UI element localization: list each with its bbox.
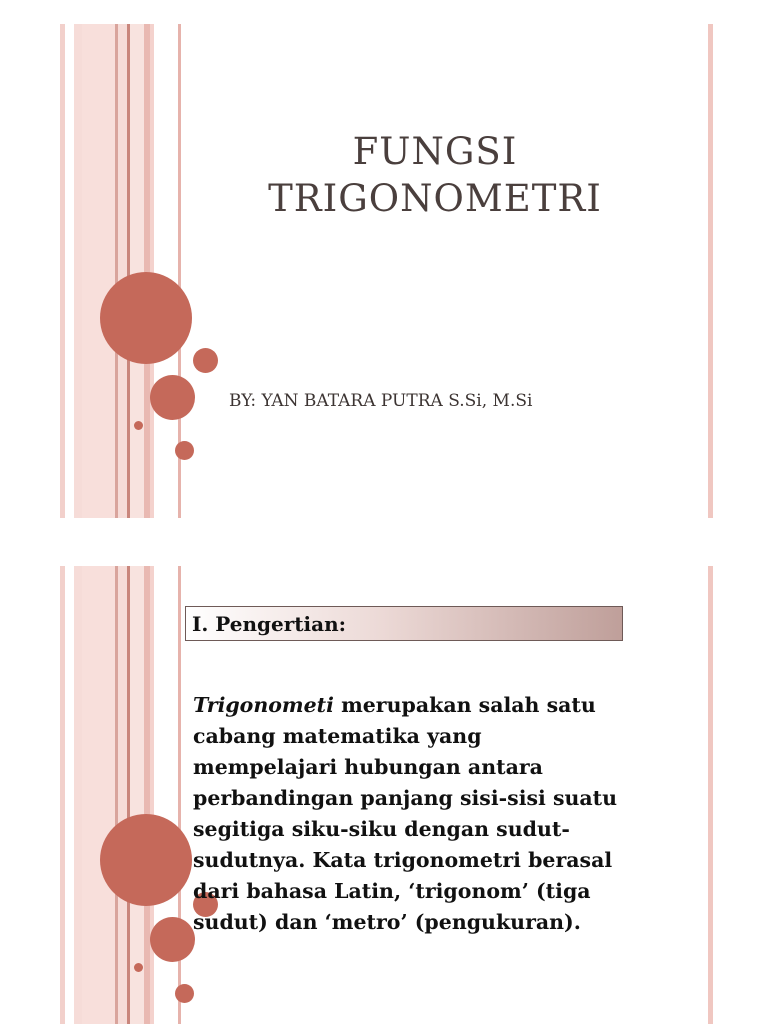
decorative-circle-tiny bbox=[134, 421, 143, 430]
definition-paragraph bbox=[193, 690, 693, 938]
paragraph-line: cabang matematika yang bbox=[193, 724, 482, 748]
line-text: merupakan salah satu bbox=[333, 693, 596, 717]
title-line: FUNGSI bbox=[352, 130, 518, 173]
title-slide bbox=[0, 24, 768, 518]
decorative-stripe bbox=[82, 24, 115, 518]
decorative-stripe bbox=[118, 24, 127, 518]
decorative-stripe bbox=[74, 566, 82, 1024]
paragraph-line: mempelajari hubungan antara bbox=[193, 755, 543, 779]
decorative-stripe bbox=[60, 566, 65, 1024]
decorative-stripe bbox=[82, 566, 115, 1024]
decorative-circle-tiny bbox=[134, 963, 143, 972]
decorative-circle-large bbox=[100, 814, 192, 906]
decorative-stripe-right bbox=[708, 24, 713, 518]
decorative-circle-small bbox=[175, 984, 194, 1003]
decorative-stripe-right bbox=[708, 566, 713, 1024]
slide-title bbox=[200, 128, 670, 222]
paragraph-line: sudut) dan ‘metro’ (pengukuran). bbox=[193, 910, 581, 934]
decorative-circle-small bbox=[175, 441, 194, 460]
author-byline: BY: YAN BATARA PUTRA S.Si, M.Si bbox=[229, 391, 533, 411]
title-line: TRIGONOMETRI bbox=[268, 177, 602, 220]
paragraph-line: segitiga siku-siku dengan sudut- bbox=[193, 817, 570, 841]
decorative-circle-small bbox=[193, 348, 218, 373]
decorative-circle-large bbox=[100, 272, 192, 364]
section-heading: I. Pengertian: bbox=[192, 612, 347, 636]
decorative-stripe bbox=[74, 24, 82, 518]
decorative-circle-medium bbox=[150, 917, 195, 962]
decorative-circle-medium bbox=[150, 375, 195, 420]
decorative-stripe bbox=[118, 566, 127, 1024]
content-slide bbox=[0, 566, 768, 1024]
paragraph-line: perbandingan panjang sisi-sisi suatu bbox=[193, 786, 618, 810]
section-heading-box bbox=[185, 606, 623, 641]
decorative-stripe bbox=[60, 24, 65, 518]
decorative-stripe bbox=[150, 566, 154, 1024]
decorative-stripe bbox=[130, 566, 144, 1024]
italic-term: Trigonometi bbox=[193, 693, 334, 717]
decorative-stripe bbox=[150, 24, 154, 518]
paragraph-line bbox=[193, 690, 693, 721]
decorative-stripe bbox=[130, 24, 144, 518]
paragraph-line: dari bahasa Latin, ‘trigonom’ (tiga bbox=[193, 879, 591, 903]
paragraph-line: sudutnya. Kata trigonometri berasal bbox=[193, 848, 613, 872]
